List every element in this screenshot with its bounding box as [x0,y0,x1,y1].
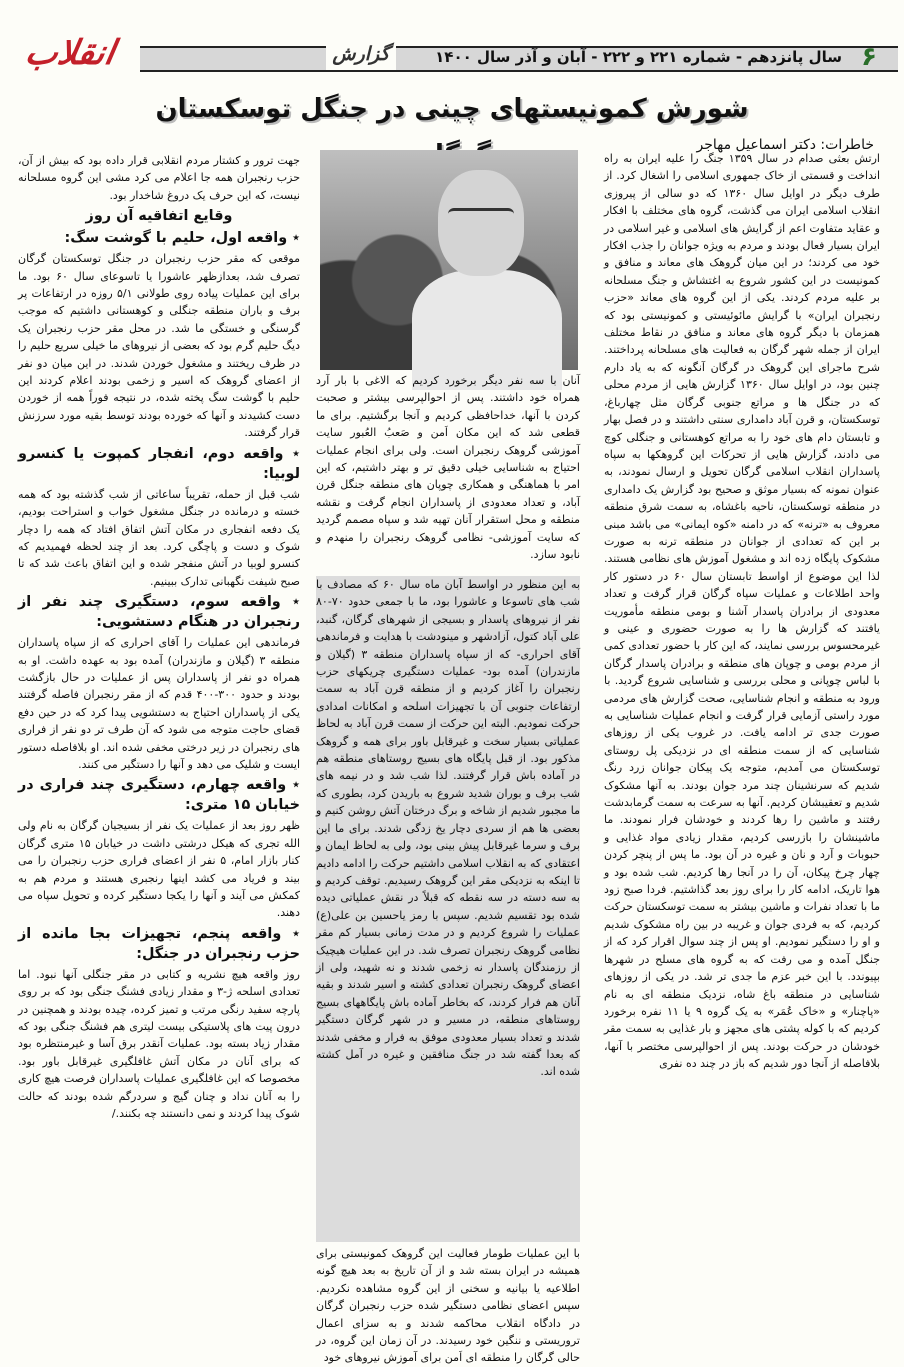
event-text: روز واقعه هیچ نشریه و کتابی در مقر جنگلی آنها نبود. اما تعدادی اسلحه ژ-۳ و مقدار زیادی فشنگ جنگی بود که بر روی پارچه سفید رنگی مرتب و تمیز کرده، چیده بودند و همچنین در درون پیت های پلاستیکی بیست لیتری هم فشنگ جنگی بود که مقدار زیاد بسته بود. عملیات آنقدر برق آسا و غیرمنتظره بود که برای آنان در مکان آتش غافلگیری غیرقابل باور بود. مخصوصا که این غافلگیری عملیات پاسداران فرصت هیچ کاری را به آنان نداد و چنان گیج و سردرگم شده بودند که حالت شوک پیدا کردند و نمی دانستند چه بکنند./ [18,967,300,1121]
body-text: با این عملیات طومار فعالیت این گروهک کمونیستی برای همیشه در ایران بسته شد و از آن تاریخ به بعد هیچ گونه اطلاعیه یا بیانیه و سخنی از این گروه مشاهده نکردیم. سپس اعضای نظامی دستگیر شده حزب رنجبران گرگان در دادگاه انقلاب محاکمه شدند و به سزای اعمال تروریستی و ننگین خود رسیدند. در آن زمان این گروه، در حالی گرگان را منطقه ای اَمن برای آموزش نیروهای خود [316,1247,580,1365]
article-column-middle-bottom [316,1245,580,1365]
section-label: گزارش [326,38,396,70]
body-text: جهت ترور و کشتار مردم انقلابی قرار داده بود که بیش از آن، حزب رنجبران همه جا اعلام می کرد مشی این گروه مسلحانه نیست، که این حرف یک دروغ شاخدار بود. [18,154,300,202]
author-photo [320,150,578,370]
event-text: ظهر روز بعد از عملیات یک نفر از بسیجیان گرگان به نام ولی الله تجری که هیکل درشتی داشت در خیابان ۱۵ متری گرگان کنار بازار امام، ۵ نفر از اعضای فراری حزب رنجبران را می بیند و فریاد می کشد اینها رنجبری هستند و مردم هم به کمکش می آیند و آنها را یکجا دستگیر کرده و تحویل سپاه می دهند. [18,819,300,920]
event-text: موقعی که مقر حزب رنجبران در جنگل توسکستان گرگان تصرف شد، بعدازظهر عاشورا یا تاسوعای سال ۶۰ بود. ما برای این عملیات پیاده روی طولانی ۵/۱ روزه در ارتفاعات پر برف و باران منطقه جنگلی و کوهستانی داشتیم که موجب گرسنگی و خستگی ما شد. در محل مقر حزب رنجبران یک دیگ حلیم گرم بود که بعضی از نیروهای ما خیلی سریع حلیم را در ظرف ریختند و مشغول خوردن شدند. در این میان دو نفر از اعضای گروهک که اسیر و زخمی بودند اعلام کردند این حلیم با گوشت سگ پخته شده، در نتیجه فوراً همه از خوردن دست کشیدند و آنها که خورده بودند توسط بقیه مورد سرزنش قرار گرفتند. [18,252,300,440]
event-title: ٭ واقعه سوم، دستگیری چند نفر از رنجبران در هنگام دستشویی: [18,594,300,631]
article-author: خاطرات: دکتر اسماعیل مهاجر [696,137,874,153]
article-column-middle-top [316,372,580,572]
publication-logo: انقلاب [22,33,118,73]
body-text: آنان با سه نفر دیگر برخورد کردیم که الاغی با بار آرد همراه خود داشتند. پس از احوالپرسی بیشتر و صحبت کردن با آنها، خداحافظی کردیم و آنجا برگشتیم. برای ما قطعی شد که این مکان اَمن و صَعبُ العُبور سایت آموزشی گروهک رنجبران است. ولی برای انجام عملیات احتیاج به شناسایی خیلی دقیق تر و بهتر داشتیم، که این امر با هماهنگی و همکاری چوپان های منطقه جنگل قرن آباد، و تعداد معدودی از پاسداران انجام گرفت و نقشه منطقه و محل استقرار آنان تهیه شد و سپاه مصمم گردید که سایت آموزشی- نظامی گروهک رنجبران را منهدم و نابود سازد. [316,374,580,562]
event-title: ٭ واقعه دوم، انفجار کمپوت یا کنسرو لوبیا: [18,445,300,482]
body-text: ارتش بعثی صدام در سال ۱۳۵۹ جنگ را علیه ایران به راه انداخت و قسمتی از خاک جمهوری اسلامی را اشغال کرد. از طرف دیگر در اوایل سال ۱۳۶۰ که دو سالی از پیروزی انقلاب اسلامی ایران می گذشت، گروه های مختلف با افکار و عقاید متفاوت اعم از گرایش های اسلامی و غیر اسلامی در ایران بسیار فعال بودند و مردم به ویژه جوانان را جذب افکار خود می کردند؛ در این میان گروهک های معاند و منافق و کمونیست در این کشور شروع به اغتشاش و جنگ مسلحانه بر علیه مردم کردند. یکی از این گروه های معاند «حزب رنجبران ایران» با گرایش مائوئیستی و کمونیستی بود که همزمان با دیگر گروه های معاند و منافق در نقاط مختلف ایران از جمله شهر گرگان به فعالیت های مسلحانه پرداختند. شرح ماجرای این گروهک در گرگان آنگونه که به یاد دارم چنین بود، در اوایل سال ۱۳۶۰ گزارش هایی از مردم محلی که در جنگل ها و مراتع جنوبی گرگان مثل چهارباغ، توسکستان، و قرن آباد دامداری سنتی داشتند و در فصل بهار و تابستان دام های خود را به مراتع کوهستانی و جنگلی کوچ می دادند، گزارش هایی از تحرکات این گروهکها به سپاه پاسداران انقلاب اسلامی گرگان تحویل و ارسال نمودند، به عنوان نمونه که بسیار موثق و صحیح بود گزارش یک دامداری در منطقه توسکستان، ناحیه باغشاه، به سمت شرق منطقه معروف به «ترنه» که در دامنه «کوه ایمانی» می باشد مبنی بر این که تعدادی از جوانان در منطقه ترنه به صورت مشکوک پایگاه زده اند و مشغول آموزش های نظامی هستند. لذا این موضوع از اواسط تابستان سال ۶۰ در دستور کار واحد اطلاعات و عملیات سپاه گرگان قرار گرفت و تعداد معدودی از برادران پاسدار آشنا و بومی منطقه مأموریت یافتند که گزارش ها را به صورت حضوری و عینی و غیرمحسوس بررسی نمایند، که این کار با حضور تعدادی کمی از مردم بومی و چوپان های منطقه و برادران پاسدار گرگان با لباس چوپانی و محلی بررسی و شناسایی شروع گردید. با ورود به منطقه و انجام شناسایی، صحت گزارش های مردمی مورد راستی آزمایی قرار گرفت و انجام عملیات شناسایی به صورت جدی تر ادامه یافت. در غروب یکی از روزهای شناسایی که از سمت منطقه ای در نزدیکی پل روستای توسکستان می آمدیم، متوجه یک پیکان جوانان زرد رنگ شدیم که سرنشینان چند مرد جوان بودند. به آنها مشکوک شدیم و تعقیبشان کردیم. آنها به سرعت به سمت گرمابدشت رفتند و ماشین را رها کردند و خودشان فرار نمودند. ما ماشینشان را بازرسی کردیم، مقدار زیادی مواد غذایی و حبوبات و آرد و نان و غیره در آن بود. ما پس از پنچر کردن چهار چرخ پیکان، آن را در آنجا رها کردیم. شب شده بود و هوا تاریک، ادامه کار را برای روز بعد گذاشتیم. فردا صبح زود ما با تعداد نفرات و ماشین بیشتر به سمت توسکستان حرکت کردیم، که به فردی جوان و غریبه در بین راه مشکوک شدیم و او را دستگیر نمودیم. او پس از چند سوال اقرار کرد که از جنگل آمده و می رفت که به گروه های مسلح در شهرها بپیوندد. با این خبر عزم ما جدی تر شد. در یکی از روزهای شناسایی در منطقه باغ شاه، نزدیک منطقه ای به نام «پاچنار» و «خاک عُمَر» به یک گروه ۹ یا ۱۱ نفره برخورد کردیم که با کوله پشتی های مجهز و بار غذایی به سمت مقر خودشان در حرکت بودند. پس از احوالپرسی مختصر با آنها، بلافاصله از آنجا دور شدیم که باز در چند ده نفری [604,152,881,1071]
event-title: ٭ واقعه اول، حلیم با گوشت سگ: [64,230,300,247]
subsection-heading: وقایع اتفاقیه آن روز [85,208,233,225]
photo-figure-glasses [448,208,514,225]
page-header [0,0,904,84]
article-column-middle-highlight [316,576,580,1242]
article-headline: شورش کمونیستهای چینی در جنگل توسکستان [155,94,749,124]
page-number: ۶ [861,42,877,72]
article-column-right [604,150,880,1240]
event-title: ٭ واقعه چهارم، دستگیری چند فراری در خیابان ۱۵ متری: [18,777,300,814]
issue-info: سال پانزدهم - شماره ۲۲۱ و ۲۲۲ - آبان و آذر سال ۱۴۰۰ [435,48,842,66]
event-text: شب قبل از حمله، تقریباً ساعاتی از شب گذشته بود که همه خسته و درمانده در جنگل مشغول خواب و استراحت بودیم، یک دفعه انفجاری در مکان آتش اتفاق افتاد که همه را دچار شوک و دست و پاچگی کرد. بعد از چند لحظه فهمیدیم که کنسرو لوبیا در آتش منفجر شده و این اتفاق باعث شد که تا صبح شیفت نگهبانی تدارک ببینیم. [18,487,300,588]
body-text: به این منظور در اواسط آبان ماه سال ۶۰ که مصادف با شب های تاسوعا و عاشورا بود، ما با جمعی حدود ۷۰-۸۰ نفر از نیروهای پاسدار و بسیجی از شهرهای گرگان، گنبد، علی آباد کتول، آزادشهر و مینودشت با هدایت و فرماندهی آقای احراری- که از سپاه پاسداران منطقه ۳ (گیلان و مازندران) آمده بود- عملیات دستگیری چریکهای حزب رنجبران را آغاز کردیم و از منطقه قرن آباد به سمت ارتفاعات جنوبی آن با تجهیزات اسلحه و امکانات امدادی حرکت نمودیم. البته این حرکت از سمت قرن آباد به لحاظ عملیاتی بسیار سخت و غیرقابل باور برای همه و گروهک مذکور بود. از قبل پایگاه های بسیج روستاهای منطقه هم در آماده باش قرار گرفتند. لذا شب شد و در نیمه های شب برف و بوران شدید شروع به باریدن کرد، بطوری که ما مجبور شدیم از شاخه و برگ درختان آتش روشن کنیم و بعضی ها هم از سردی دچار یخ زدگی شدند. برای ما این برف و سرما غیرقابل پیش بینی بود، ولی به لحاظ ایمان و اعتقادی که به انقلاب اسلامی داشتیم حرکت را ادامه دادیم تا اینکه به نزدیکی مقر این گروهک رسیدیم. توقف کردیم و به سه دسته در سه نقطه که قبلاً در نقش عملیاتی دیده شده بود تقسیم شدیم. سپس با رمز یاحسین بن علی(ع) عملیات را شروع کردیم و در مدت زمانی بسیار کم مقر نظامی گروهک رنجبران تصرف شد. در این عملیات هیچیک از رزمندگان پاسدار نه زخمی شدند و نه شهید، ولی از اعضای گروهک رنجبران تعدادی کشته و اسیر شدند و بقیه آنان هم فرار کردند، که بخاطر آماده باش پایگاههای بسیج روستاهای منطقه، در مسیر و در شهر گرگان دستگیر شدند و تعداد بسیار معدودی موفق به فرار و مخفی شدند که بعدا گفته شد در جنگ منافقین و غیره در آمل کشته شده اند. [316,578,580,1079]
event-text: فرماندهی این عملیات را آقای احراری که از سپاه پاسداران منطقه ۳ (گیلان و مازندران) آمده بود به عهده داشت. او به همراه دو نفر از پاسداران پس از عملیات در حال بازگشت بودند و حدود ۳۰۰-۴۰۰ قدم که از مقر رنجبران فاصله گرفتند یکی از پاسداران احتیاج به دستشویی پیدا کرد که در حین دفع قضای حاجت متوجه می شود که آن طرف تر دو نفر از فراری های رنجبران در زیر درختی مخفی شده اند. او بلافاصله دستور ایست و شلیک می دهد و آنها را دستگیر می کنند. [18,636,301,771]
event-title: ٭ واقعه پنجم، تجهیزات بجا مانده از حزب رنجبران در جنگل: [18,925,300,962]
article-column-left [18,152,300,1232]
